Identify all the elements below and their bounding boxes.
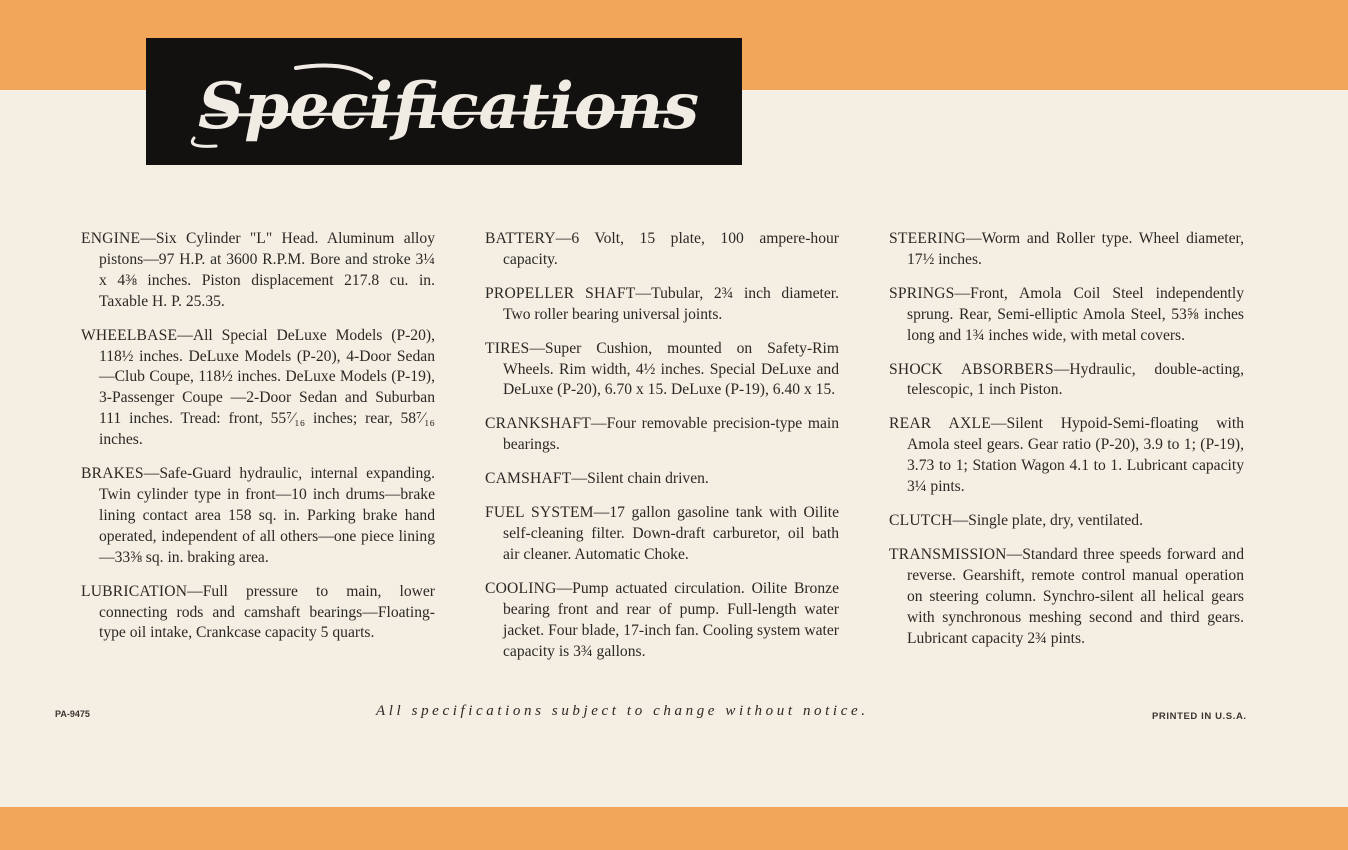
form-code: PA-9475	[55, 709, 90, 719]
spec-item: CAMSHAFT—Silent chain driven.	[485, 470, 709, 488]
spec-text: Worm and Roller type. Wheel diameter, 17½ inches.	[907, 230, 1244, 268]
spec-heading: BATTERY	[485, 230, 556, 247]
spec-text: Tubular, 2¾ inch diameter. Two roller bearing universal joints.	[503, 284, 839, 323]
spec-text: Pump actuated circulation. Oilite Bronze bearing front and rear of pump. Full-length water jacket. Four blade, 17-inch fan. Cooling system water capacity is 3¾ gallons.	[503, 579, 839, 660]
spec-text: Six Cylinder "L" Head. Aluminum alloy pistons—97 H.P. at 3600 R.P.M. Bore and stroke 3¼ x 4⅜ inches. Piston displacement 217.8 cu. in. Taxable H. P. 25.35.	[99, 230, 435, 310]
spec-text: Hydraulic, double-acting, telescopic, 1 inch Piston.	[907, 360, 1244, 399]
spec-text: Safe-Guard hydraulic, internal expanding. Twin cylinder type in front—10 inch drums—brake lining contact area 158 sq. in. Parking brake hand operated, independent of all others—one piece lining—33⅜ sq. in. braking area.	[99, 465, 435, 566]
spec-heading: TRANSMISSION	[889, 545, 1007, 563]
spec-heading: LUBRICATION	[81, 582, 188, 600]
spec-heading: CLUTCH	[889, 511, 953, 529]
spec-text: Single plate, dry, ventilated.	[968, 511, 1143, 529]
spec-text: Standard three speeds forward and reverse. Gearshift, remote control manual operation on steering column. Synchro-silent all helical gears with synchronous meshing second and third gears. Lubricant capacity 2¾ pints.	[907, 545, 1244, 647]
spec-heading: SHOCK ABSORBERS	[889, 360, 1054, 378]
spec-text: 17 gallon gasoline tank with Oilite self-cleaning filter. Down-draft carburetor, oil bath air cleaner. Automatic Choke.	[503, 504, 839, 563]
spec-text: All Special DeLuxe Models (P-20), 118½ inches. DeLuxe Models (P-20), 4-Door Sedan—Club Coupe, 118½ inches. DeLuxe Models (P-19), 3-Passenger Coupe —2-Door Sedan and Suburban 111 inches. Tread: front, 55⁷⁄₁₆ inches; rear, 58⁷⁄₁₆ inches.	[99, 326, 435, 449]
title-banner	[146, 38, 742, 165]
spec-text: Front, Amola Coil Steel independently sprung. Rear, Semi-elliptic Amola Steel, 53⅝ inches long and 1¾ inches wide, with metal covers.	[907, 284, 1244, 344]
spec-text: 6 Volt, 15 plate, 100 ampere-hour capacity.	[503, 230, 839, 268]
spec-text: Silent Hypoid-Semi-floating with Amola steel gears. Gear ratio (P-20), 3.9 to 1; (P-19), 3.73 to 1; Station Wagon 4.1 to 1. Lubricant capacity 3¼ pints.	[907, 415, 1244, 496]
spec-heading: STEERING	[889, 230, 966, 247]
spec-heading: TIRES	[485, 339, 530, 357]
spec-item: FUEL SYSTEM—17 gallon gasoline tank with Oilite self-cleaning filter. Down-draft carburetor, oil bath air cleaner. Automatic Choke.	[485, 504, 839, 563]
spec-item: WHEELBASE—All Special DeLuxe Models (P-20), 118½ inches. DeLuxe Models (P-20), 4-Door Sedan—Club Coupe, 118½ inches. DeLuxe Models (P-19), 3-Passenger Coupe —2-Door Sedan and Suburban 111 inches. Tread: front, 55⁷⁄₁₆ inches; rear, 58⁷⁄₁₆ inches.	[81, 326, 435, 449]
spec-item: BATTERY—6 Volt, 15 plate, 100 ampere-hour capacity.	[485, 230, 839, 268]
spec-heading: BRAKES	[81, 465, 144, 483]
spec-column-3	[889, 229, 1244, 662]
spec-item: COOLING—Pump actuated circulation. Oilite Bronze bearing front and rear of pump. Full-length water jacket. Four blade, 17-inch fan. Cooling system water capacity is 3¾ gallons.	[485, 579, 839, 660]
spec-heading: CRANKSHAFT	[485, 415, 591, 433]
title-text: Specifications	[198, 69, 700, 144]
spec-item: CRANKSHAFT—Four removable precision-type main bearings.	[485, 415, 839, 454]
spec-item: STEERING—Worm and Roller type. Wheel diameter, 17½ inches.	[889, 230, 1244, 268]
spec-heading: PROPELLER SHAFT	[485, 284, 636, 302]
spec-heading: FUEL SYSTEM	[485, 504, 594, 522]
spec-heading: COOLING	[485, 579, 557, 597]
spec-item: SPRINGS—Front, Amola Coil Steel independently sprung. Rear, Semi-elliptic Amola Steel, 53⅝ inches long and 1¾ inches wide, with metal covers.	[889, 284, 1244, 344]
spec-item: LUBRICATION—Full pressure to main, lower connecting rods and camshaft bearings—Floating-type oil intake, Crankcase capacity 5 quarts.	[81, 582, 435, 642]
spec-item: PROPELLER SHAFT—Tubular, 2¾ inch diameter. Two roller bearing universal joints.	[485, 284, 839, 323]
spec-item: REAR AXLE—Silent Hypoid-Semi-floating with Amola steel gears. Gear ratio (P-20), 3.9 to 1; (P-19), 3.73 to 1; Station Wagon 4.1 to 1. Lubricant capacity 3¼ pints.	[889, 415, 1244, 496]
spec-item: TRANSMISSION—Standard three speeds forward and reverse. Gearshift, remote control manual operation on steering column. Synchro-silent all helical gears with synchronous meshing second and third gears. Lubricant capacity 2¾ pints.	[889, 545, 1244, 647]
spec-column-2	[485, 229, 839, 675]
spec-text: Super Cushion, mounted on Safety-Rim Wheels. Rim width, 4½ inches. Special DeLuxe and DeLuxe (P-20), 6.70 x 15. DeLuxe (P-19), 6.40 x 15.	[503, 339, 839, 399]
spec-column-1	[81, 229, 435, 657]
spec-item: ENGINE—Six Cylinder "L" Head. Aluminum alloy pistons—97 H.P. at 3600 R.P.M. Bore and stroke 3¼ x 4⅜ inches. Piston displacement 217.8 cu. in. Taxable H. P. 25.35.	[81, 230, 435, 310]
spec-heading: REAR AXLE	[889, 415, 991, 433]
spec-text: Silent chain driven.	[587, 470, 709, 488]
printed-in-label: PRINTED IN U.S.A.	[1152, 711, 1247, 722]
spec-heading: ENGINE	[81, 230, 141, 247]
spec-item: TIRES—Super Cushion, mounted on Safety-Rim Wheels. Rim width, 4½ inches. Special DeLuxe and DeLuxe (P-20), 6.70 x 15. DeLuxe (P-19), 6.40 x 15.	[485, 339, 839, 399]
disclaimer-note: All specifications subject to change without notice.	[376, 703, 869, 719]
spec-item: BRAKES—Safe-Guard hydraulic, internal expanding. Twin cylinder type in front—10 inch drums—brake lining contact area 158 sq. in. Parking brake hand operated, independent of all others—one piece lining—33⅜ sq. in. braking area.	[81, 465, 435, 566]
spec-heading: CAMSHAFT	[485, 470, 572, 488]
spec-text: Full pressure to main, lower connecting rods and camshaft bearings—Floating-type oil intake, Crankcase capacity 5 quarts.	[99, 582, 435, 642]
spec-heading: SPRINGS	[889, 284, 955, 302]
spec-text: Four removable precision-type main bearings.	[503, 415, 839, 454]
spec-item: CLUTCH—Single plate, dry, ventilated.	[889, 511, 1143, 529]
spec-heading: WHEELBASE	[81, 326, 178, 344]
title-script	[146, 38, 742, 165]
bottom-orange-band	[0, 807, 1348, 850]
spec-item: SHOCK ABSORBERS—Hydraulic, double-acting, telescopic, 1 inch Piston.	[889, 360, 1244, 399]
